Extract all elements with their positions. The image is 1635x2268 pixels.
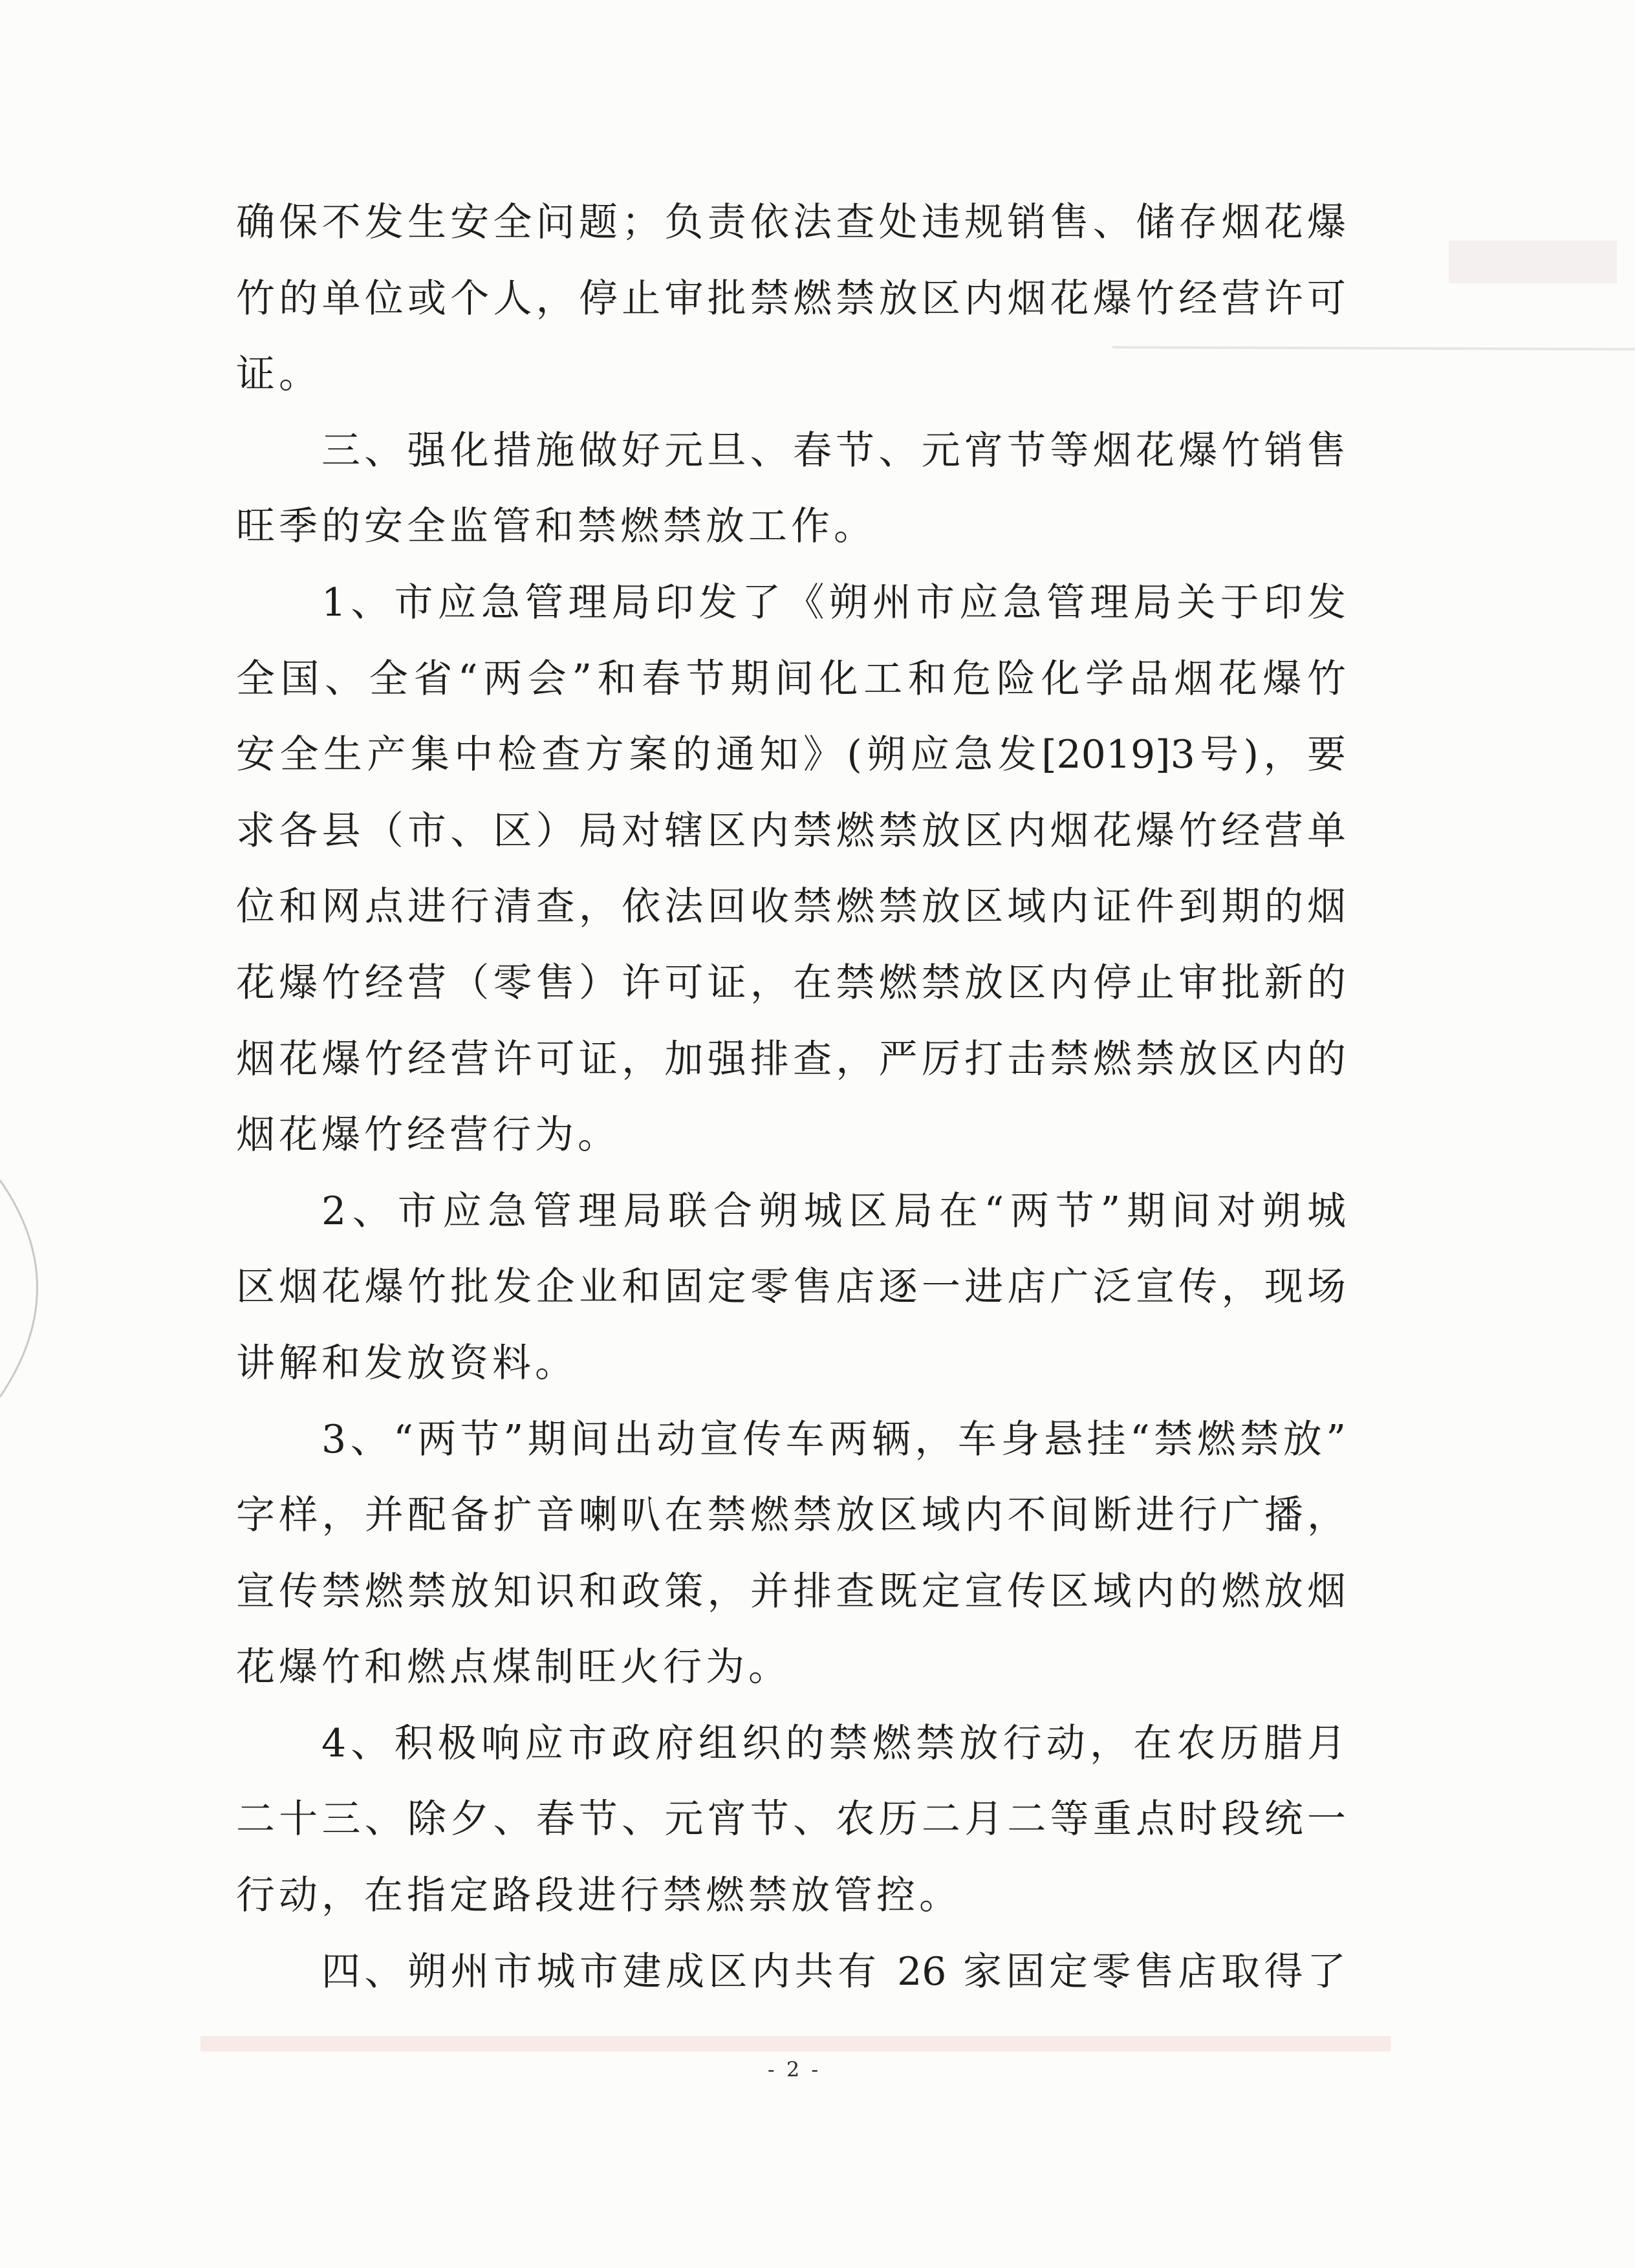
text-line: 行动，在指定路段进行禁燃禁放管控。 <box>236 1873 962 1919</box>
text-line: 二十三、除夕、春节、元宵节、农历二月二等重点时段统一 <box>236 1797 1346 1842</box>
text-line: 花爆竹经营（零售）许可证，在禁燃禁放区内停止审批新的 <box>236 960 1346 1006</box>
document-body <box>236 185 1346 2010</box>
paragraph <box>236 1174 1346 1402</box>
page-number: - 2 - <box>767 2057 821 2082</box>
text-line: 求各县（市、区）局对辖区内禁燃禁放区内烟花爆竹经营单 <box>236 808 1346 854</box>
text-line: 宣传禁燃禁放知识和政策，并排查既定宣传区域内的燃放烟 <box>236 1568 1346 1614</box>
paragraph <box>236 565 1346 1174</box>
text-line: 烟花爆竹经营行为。 <box>236 1112 620 1158</box>
paragraph <box>236 185 1346 413</box>
scan-band-artifact <box>200 2036 1391 2051</box>
section-heading-line: 三、强化措施做好元旦、春节、元宵节等烟花爆竹销售 <box>321 427 1346 473</box>
paragraph <box>236 1706 1346 1934</box>
text-line: 1、市应急管理局印发了《朔州市应急管理局关于印发 <box>321 579 1346 625</box>
text-line: 旺季的安全监管和禁燃禁放工作。 <box>236 504 876 550</box>
text-line: 讲解和发放资料。 <box>236 1340 578 1386</box>
text-line: 花爆竹和燃点煤制旺火行为。 <box>236 1645 791 1690</box>
text-line: 2、市应急管理局联合朔城区局在“两节”期间对朔城 <box>321 1188 1346 1234</box>
text-line: 全国、全省“两会”和春节期间化工和危险化学品烟花爆竹 <box>236 656 1346 702</box>
text-line: 3、“两节”期间出动宣传车两辆，车身悬挂“禁燃禁放” <box>321 1416 1346 1462</box>
text-line: 确保不发生安全问题；负责依法查处违规销售、储存烟花爆 <box>236 200 1346 245</box>
section-heading-line: 四、朔州市城市建成区内共有 26 家固定零售店取得了 <box>321 1949 1346 1994</box>
paragraph <box>236 413 1346 565</box>
text-line: 竹的单位或个人，停止审批禁燃禁放区内烟花爆竹经营许可 <box>236 275 1346 321</box>
stamp-bleed-artifact <box>1449 241 1617 283</box>
paragraph <box>236 1934 1346 2011</box>
paragraph <box>236 1402 1346 1706</box>
punch-hole-mark <box>0 1180 38 1397</box>
text-line: 证。 <box>236 352 321 398</box>
text-line: 字样，并配备扩音喇叭在禁燃禁放区域内不间断进行广播， <box>236 1493 1346 1539</box>
text-line: 位和网点进行清查，依法回收禁燃禁放区域内证件到期的烟 <box>236 884 1346 930</box>
text-line: 烟花爆竹经营许可证，加强排查，严厉打击禁燃禁放区内的 <box>236 1036 1346 1082</box>
text-line: 区烟花爆竹批发企业和固定零售店逐一进店广泛宣传，现场 <box>236 1264 1346 1310</box>
text-line: 4、积极响应市政府组织的禁燃禁放行动，在农历腊月 <box>321 1720 1346 1766</box>
text-line: 安全生产集中检查方案的通知》(朔应急发[2019]3号)，要 <box>236 732 1346 778</box>
